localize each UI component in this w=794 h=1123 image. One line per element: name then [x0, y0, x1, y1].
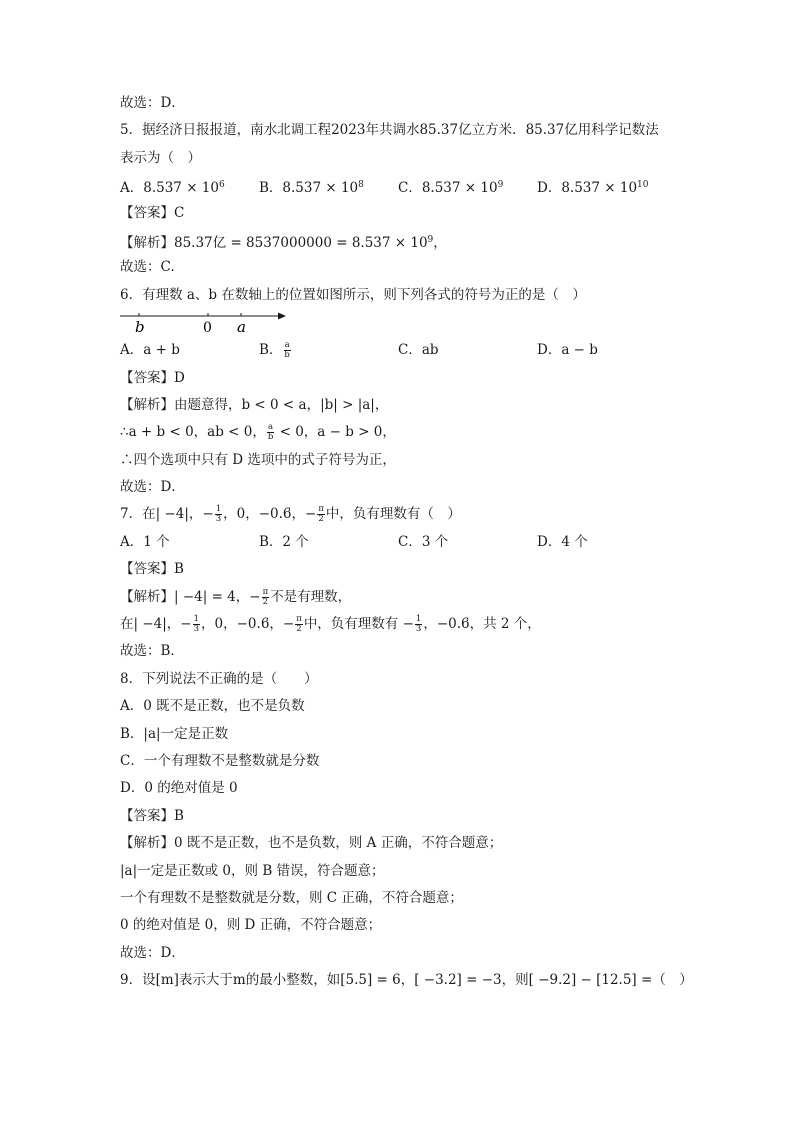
conclusion: 故选：D．: [120, 944, 185, 961]
option-b: B．$8.537 \times 10^8$: [259, 180, 364, 197]
conclusion: 故选：C.: [120, 259, 175, 276]
analysis: ∴a + b < 0，ab < 0， $\frac{a}{b}$ < 0，a − b > 0，: [120, 422, 396, 443]
option-d: D．0 的绝对值是 0: [120, 780, 238, 797]
option-c: C．ab: [398, 342, 439, 359]
option-c: C．一个有理数不是整数就是分数: [120, 752, 320, 769]
document-page: [120, 90, 693, 995]
answer: 【答案】D: [120, 369, 185, 386]
axis-label-a: a: [237, 318, 246, 337]
question-6-options: [120, 337, 680, 364]
option-c: C．$8.537 \times 10^9$: [398, 180, 504, 197]
analysis: 一个有理数不是整数就是分数，则 C 正确，不符合题意；: [120, 889, 463, 906]
option-d: D．a − b: [537, 342, 598, 359]
number-line-figure: [120, 309, 680, 337]
question-5-stem-cont: 表示为（ ）: [120, 149, 201, 166]
text-line: 故选：D．: [120, 95, 185, 111]
conclusion: 故选：D．: [120, 479, 185, 496]
option-b: B．|a|一定是正数: [120, 725, 229, 742]
option-a: A．$8.537 \times 10^6$: [120, 180, 225, 197]
answer: 【答案】C: [120, 204, 185, 221]
analysis: 【解析】85.37亿 = $8537000000 = 8.537 \times 10^9$，: [120, 234, 447, 251]
axis-label-b: b: [135, 318, 145, 337]
question-7-stem: 7．在| −4|，− $\frac{1}{3}$ ，0，−0.6 ·，− $\frac{\pi}{2}$ 中，负有理数有（ ）: [120, 501, 680, 528]
question-5-options: [120, 172, 680, 199]
answer: 【答案】B: [120, 561, 184, 578]
option-c: C．3 个: [398, 533, 449, 550]
analysis: 【解析】由题意得，b < 0 < a，|b| > |a|，: [120, 396, 389, 413]
analysis: 【解析】| −4| = 4，− $\frac{\pi}{2}$ 不是有理数，: [120, 586, 352, 607]
analysis: 【解析】0 既不是正数，也不是负数，则 A 正确，不符合题意；: [120, 835, 503, 852]
analysis: ∴四个选项中只有 D 选项中的式子符号为正，: [120, 451, 396, 468]
question-6-stem: 6．有理数 a、b 在数轴上的位置如图所示，则下列各式的符号为正的是（ ）: [120, 286, 586, 303]
option-a: A．0 既不是正数，也不是负数: [120, 698, 305, 715]
conclusion: 故选：B．: [120, 643, 184, 660]
question-7-options: [120, 529, 680, 556]
analysis: |a|一定是正数或 0，则 B 错误，符合题意；: [120, 862, 385, 879]
option-d: D．$8.537 \times 10^{10}$: [537, 180, 649, 197]
option-d: D．4 个: [537, 533, 588, 550]
question-8-stem: 8．下列说法不正确的是（ ）: [120, 670, 318, 687]
question-5-stem: 5．据经济日报报道，南水北调工程2023年共调水85.37亿立方米．85.37亿用科学记数法: [120, 122, 659, 139]
option-b: B． $\frac{a}{b}$: [259, 340, 290, 361]
axis-label-zero: 0: [203, 320, 212, 337]
analysis: 在| −4|，− $\frac{1}{3}$ ，0，−0.6 ·，− $\frac{\pi}{2}$ 中，负有理数有 − $\frac{1}{3}$ ，−0.6 ·，共 2 个，: [120, 611, 680, 638]
answer: 【答案】B: [120, 807, 184, 824]
option-a: A．1 个: [120, 533, 170, 550]
question-9-stem: 9．设[m]表示大于m的最小整数，如[5.5] = 6，[ −3.2] = −3，则[ −9.2] − [12.5] =（ ）: [120, 972, 693, 989]
option-a: A．a + b: [120, 342, 180, 359]
analysis: 0 的绝对值是 0，则 D 正确，不符合题意；: [120, 917, 382, 934]
option-b: B．2 个: [259, 533, 309, 550]
